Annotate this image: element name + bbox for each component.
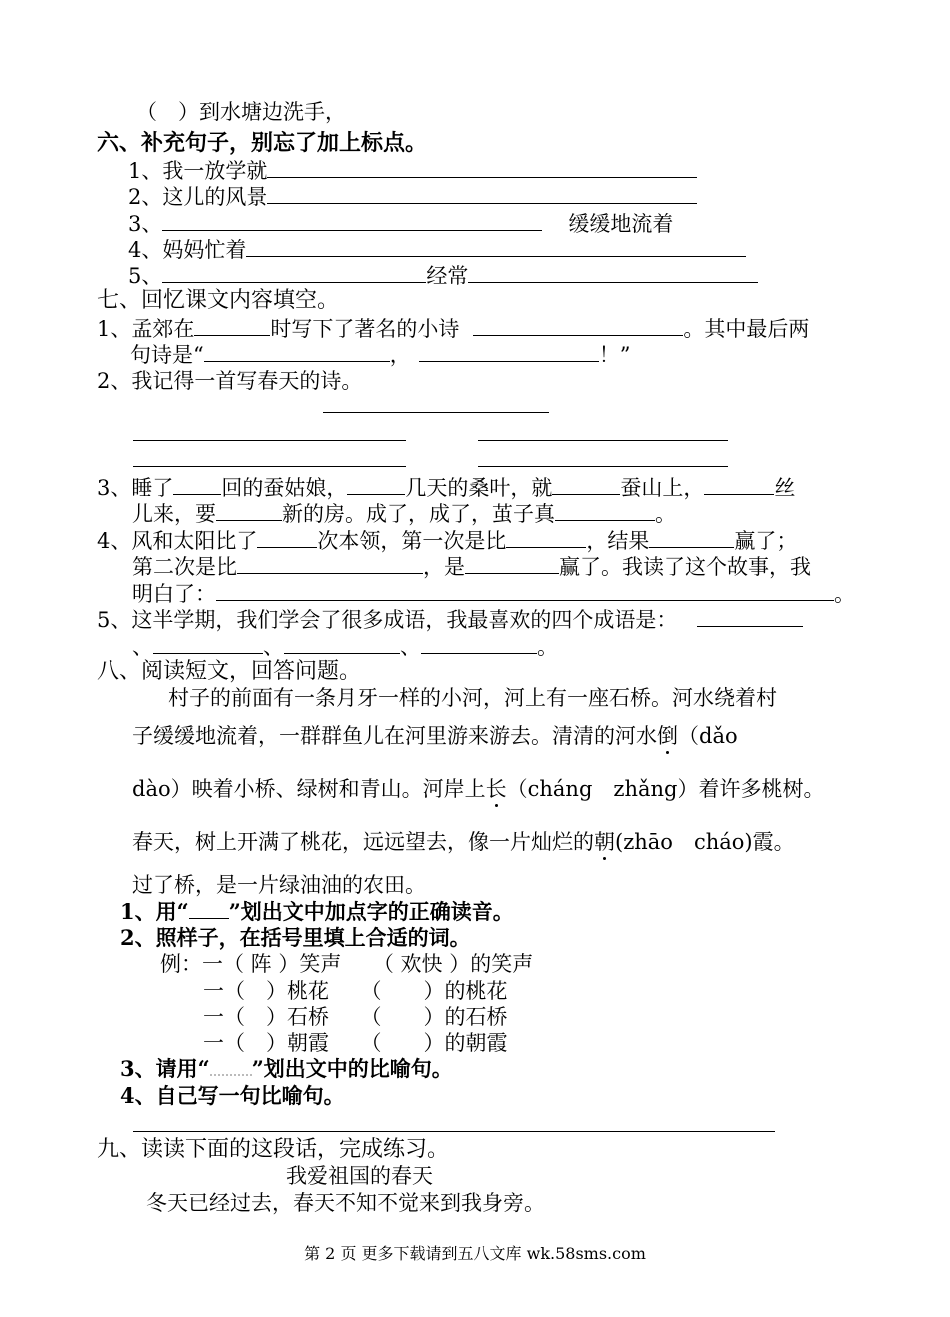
fill-row-3[interactable]: 一（ ）朝霞 （ ）的朝霞 <box>203 1031 508 1055</box>
recall-q3-text-e: 丝 <box>774 476 796 500</box>
simile-answer-line[interactable] <box>133 1131 775 1132</box>
sentence-1 <box>128 157 697 184</box>
recall-q4-line2 <box>132 553 811 580</box>
sentence-5 <box>128 262 758 289</box>
reading-q1 <box>120 898 514 925</box>
sentence-1-blank[interactable] <box>267 157 697 178</box>
sentence-3-num: 3、 <box>128 212 163 236</box>
recall-q5-sep-b: 、 <box>263 635 284 659</box>
sentence-5-num: 5、 <box>128 264 163 288</box>
fill-row-1[interactable]: 一（ ）桃花 （ ）的桃花 <box>203 979 508 1003</box>
dotted-char-zhao: 朝 <box>594 830 615 854</box>
passage-line-4-pinyin: (zhāo cháo)霞。 <box>615 830 795 854</box>
sentence-5-blank-b[interactable] <box>468 262 758 283</box>
sentence-4-text: 4、妈妈忙着 <box>128 238 247 262</box>
recall-q5-blank-a[interactable] <box>697 606 803 627</box>
section-8-title: 八、阅读短文，回答问题。 <box>97 659 362 684</box>
recall-q5-sep-c: 、 <box>400 635 421 659</box>
recall-q1-line1 <box>97 315 809 342</box>
passage-line-2-text: 子缓缓地流着，一群群鱼儿在河里游来游去。清清的河水 <box>132 724 657 748</box>
recall-q1-text-b: 时写下了著名的小诗 <box>270 317 460 341</box>
section-9-title: 九、读读下面的这段话，完成练习。 <box>97 1137 450 1162</box>
sentence-5-text: 经常 <box>426 264 469 288</box>
passage-line-4-text: 春天，树上开满了桃花，远远望去，像一片灿烂的 <box>132 830 594 854</box>
passage-line-4 <box>132 829 795 855</box>
recall-q4-text-a: 4、风和太阳比了 <box>97 529 258 553</box>
fill-row-2[interactable]: 一（ ）石桥 （ ）的石桥 <box>203 1005 508 1029</box>
sentence-3-blank[interactable] <box>162 210 542 231</box>
reading-q2: 2、照样子，在括号里填上合适的词。 <box>120 925 471 950</box>
recall-q1-blank-d[interactable] <box>419 341 599 362</box>
passage-line-3-text: dào）映着小桥、绿树和青山。河岸上 <box>132 777 486 801</box>
recall-q4-text-h: 明白了： <box>132 582 216 606</box>
poem-line-1[interactable] <box>133 440 406 441</box>
section-6-title: 六、补充句子，别忘了加上标点。 <box>97 130 428 156</box>
reading-q1-text-b: ”划出文中加点字的正确读音。 <box>228 899 514 924</box>
sentence-3 <box>128 210 673 237</box>
recall-q5-blank-c[interactable] <box>284 633 400 654</box>
recall-q3-line1 <box>97 474 795 501</box>
passage-line-5: 过了桥，是一片绿油油的农田。 <box>132 873 426 897</box>
dotted-char-dao: 倒 <box>657 724 678 748</box>
recall-q4-blank-e[interactable] <box>465 553 559 574</box>
recall-q4-text-b: 次本领，第一次是比 <box>317 529 507 553</box>
recall-q1-blank-c[interactable] <box>204 341 390 362</box>
recall-q5-blank-b[interactable] <box>153 633 263 654</box>
recall-q5-text-a: 5、这半学期，我们学会了很多成语，我最喜欢的四个成语是： <box>97 608 678 632</box>
recall-q1-text-d: 句诗是“ <box>130 343 204 367</box>
passage-line-2-pinyin: （dǎo <box>678 724 738 748</box>
example-row: 例：一（ 阵 ）笑声 （ 欢快 ）的笑声 <box>160 952 534 976</box>
recall-q4-line1 <box>97 527 797 554</box>
page-footer: 第 2 页 更多下载请到五八文库 wk.58sms.com <box>304 1244 646 1263</box>
recall-q1-line2 <box>130 341 631 368</box>
recall-q3-text-g: 新的房。成了，成了，茧子真 <box>282 502 555 526</box>
recall-q3-line2 <box>132 500 676 527</box>
recall-q4-blank-d[interactable] <box>237 553 423 574</box>
recall-q3-blank-b[interactable] <box>347 474 405 495</box>
sentence-5-blank-a[interactable] <box>162 262 426 283</box>
recall-q1-blank-a[interactable] <box>194 315 270 336</box>
recall-q4-blank-b[interactable] <box>506 527 586 548</box>
recall-q3-text-a: 3、睡了 <box>97 476 174 500</box>
recall-q4-blank-c[interactable] <box>649 527 734 548</box>
recall-q1-text-f: ！” <box>598 343 631 367</box>
recall-q4-blank-a[interactable] <box>257 527 317 548</box>
reading-q1-text-a: 1、用“ <box>120 899 189 924</box>
passage-line-3-pinyin: （cháng zhǎng）着许多桃树。 <box>506 777 825 801</box>
poem-line-2[interactable] <box>478 440 728 441</box>
recall-q4-text-g: 赢了。我读了这个故事，我 <box>559 555 811 579</box>
poem-line-3[interactable] <box>133 466 406 467</box>
recall-q3-text-b: 回的蚕姑娘， <box>221 476 348 500</box>
sentence-2-text: 2、这儿的风景 <box>128 185 268 209</box>
sentence-1-text: 1、我一放学就 <box>128 159 268 183</box>
wavy-underline-sample <box>210 1056 252 1076</box>
recall-q4-text-e: 第二次是比 <box>132 555 237 579</box>
top-line: （ ）到水塘边洗手， <box>136 100 346 124</box>
recall-q1-blank-b[interactable] <box>473 315 683 336</box>
poem-title-line[interactable] <box>323 412 549 413</box>
recall-q5-end: 。 <box>537 635 558 659</box>
recall-q3-blank-e[interactable] <box>216 500 282 521</box>
reading-q3-text-a: 3、请用“ <box>120 1056 210 1081</box>
recall-q4-text-c: ，结果 <box>586 529 650 553</box>
recall-q4-line3 <box>132 580 855 607</box>
recall-q3-text-c: 几天的桑叶，就 <box>405 476 553 500</box>
recall-q3-text-d: 蚕山上， <box>620 476 705 500</box>
sentence-4-blank[interactable] <box>246 236 746 257</box>
recall-q1-text-e: ， <box>389 343 411 367</box>
recall-q3-text-h: 。 <box>655 502 676 526</box>
passage-heading: 我爱祖国的春天 <box>286 1164 433 1188</box>
sentence-2 <box>128 183 697 210</box>
recall-q4-text-d: 赢了； <box>734 529 798 553</box>
recall-q4-blank-f[interactable] <box>216 580 834 601</box>
recall-q1-text-c: 。其中最后两 <box>683 317 810 341</box>
passage-line-1: 村子的前面有一条月牙一样的小河，河上有一座石桥。河水绕着村 <box>168 686 777 710</box>
recall-q4-text-f: ，是 <box>423 555 465 579</box>
reading-q3-text-b: ”划出文中的比喻句。 <box>251 1056 453 1081</box>
sentence-4 <box>128 236 746 263</box>
passage-line-3 <box>132 776 824 802</box>
recall-q3-text-f: 儿来，要 <box>132 502 216 526</box>
poem-line-4[interactable] <box>478 466 728 467</box>
dotted-char-chang: 长 <box>485 777 507 801</box>
passage-line-2 <box>132 723 738 749</box>
recall-q3-blank-d[interactable] <box>704 474 774 495</box>
recall-q5-line1 <box>97 606 803 633</box>
recall-q3-blank-c[interactable] <box>552 474 620 495</box>
sentence-3-text: 缓缓地流着 <box>568 212 674 236</box>
reading-q1-underline-sample <box>189 898 229 919</box>
reading-q3 <box>120 1056 453 1082</box>
recall-q3-blank-a[interactable] <box>173 474 221 495</box>
recall-q5-sep-a: 、 <box>132 635 153 659</box>
recall-q2: 2、我记得一首写春天的诗。 <box>97 369 363 393</box>
recall-q4-text-i: 。 <box>834 582 855 606</box>
section-9-paragraph: 冬天已经过去，春天不知不觉来到我身旁。 <box>146 1191 545 1215</box>
recall-q1-text-a: 1、孟郊在 <box>97 317 195 341</box>
section-7-title: 七、回忆课文内容填空。 <box>97 288 340 313</box>
recall-q5-line2 <box>132 633 558 660</box>
recall-q3-blank-f[interactable] <box>555 500 655 521</box>
sentence-2-blank[interactable] <box>267 183 697 204</box>
reading-q4: 4、自己写一句比喻句。 <box>120 1083 345 1108</box>
recall-q5-blank-d[interactable] <box>421 633 537 654</box>
